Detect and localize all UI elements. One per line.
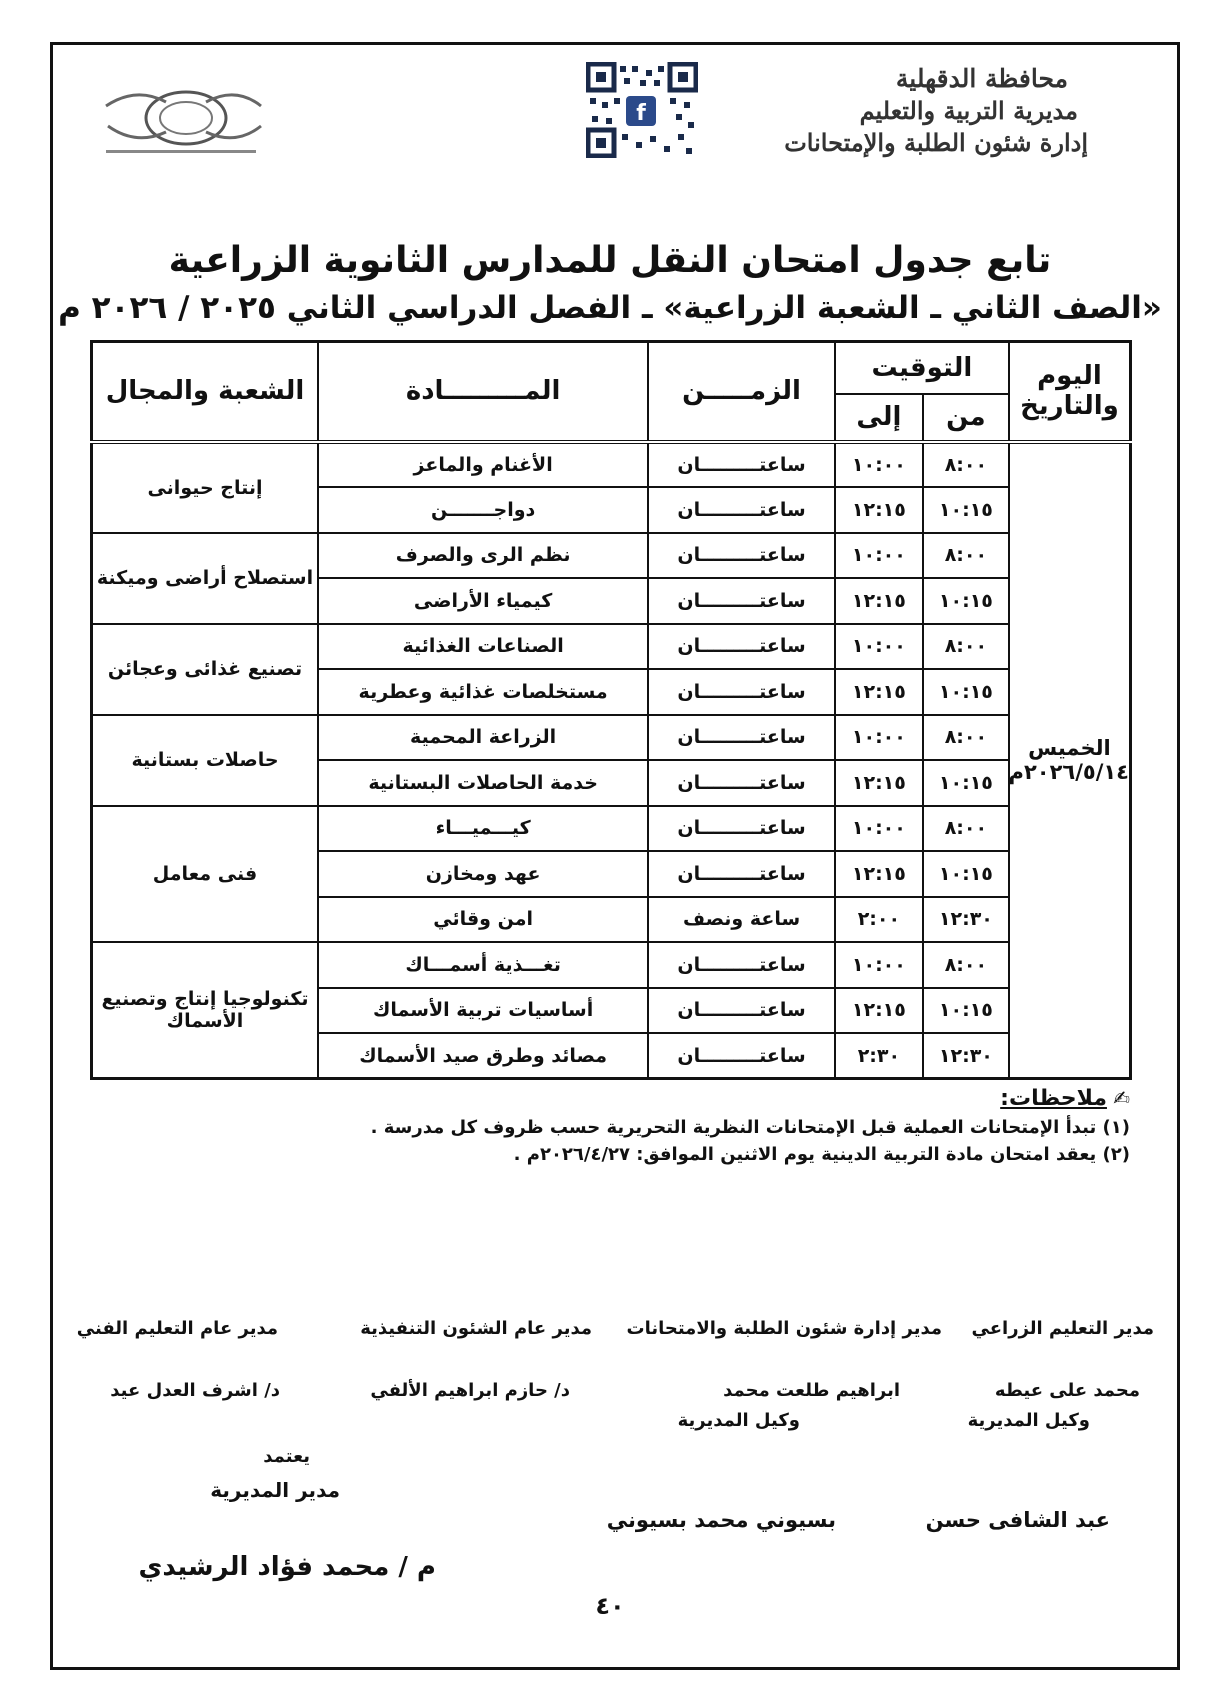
signature-title: مدير عام الشئون التنفيذية	[360, 1318, 592, 1339]
facebook-icon	[626, 96, 656, 126]
to-time: ١٢:١٥	[835, 851, 923, 897]
signature-name: عبد الشافى حسن	[925, 1508, 1110, 1532]
note-item: (٢) يعقد امتحان مادة التربية الدينية يوم الاثنين الموافق: ٢٠٢٦/٤/٢٧م .	[513, 1144, 1130, 1165]
from-time: ٨:٠٠	[923, 942, 1009, 988]
branch: تكنولوجيا إنتاج وتصنيع الأسماك	[92, 942, 319, 1079]
notes-section	[90, 1086, 1130, 1165]
to-time: ٢:٠٠	[835, 897, 923, 943]
signature-role: وكيل المديرية	[677, 1410, 800, 1431]
from-time: ١٠:١٥	[923, 760, 1009, 806]
duration: ساعتـــــــــان	[648, 487, 835, 533]
svg-text:f: f	[636, 101, 646, 126]
branch: حاصلات بستانية	[92, 715, 319, 806]
duration: ساعتـــــــــان	[648, 533, 835, 579]
duration: ساعتـــــــــان	[648, 1033, 835, 1079]
header-subject: المـــــــــادة	[318, 342, 648, 442]
subject: امن وقائي	[318, 897, 648, 943]
header-duration: الزمـــــن	[648, 342, 835, 442]
to-time: ١٢:١٥	[835, 578, 923, 624]
subject: مصائد وطرق صيد الأسماك	[318, 1033, 648, 1079]
subject: الزراعة المحمية	[318, 715, 648, 761]
ministry-logo-icon	[96, 66, 266, 166]
from-time: ١٠:١٥	[923, 487, 1009, 533]
signature-name: ابراهيم طلعت محمد	[723, 1380, 900, 1401]
header-day-date: اليوم والتاريخ	[1009, 342, 1131, 442]
subject: أساسيات تربية الأسماك	[318, 988, 648, 1034]
header-timing: التوقيت	[835, 342, 1009, 394]
from-time: ٨:٠٠	[923, 442, 1009, 488]
subject: خدمة الحاصلات البستانية	[318, 760, 648, 806]
director-name: م / محمد فؤاد الرشيدي	[138, 1552, 436, 1582]
signature-title: مدير إدارة شئون الطلبة والامتحانات	[626, 1318, 942, 1339]
exam-date: ٢٠٢٦/٥/١٤م	[1008, 760, 1129, 785]
table-row	[92, 442, 1131, 488]
to-time: ١٢:١٥	[835, 487, 923, 533]
to-time: ١٢:١٥	[835, 669, 923, 715]
subject: مستخلصات غذائية وعطرية	[318, 669, 648, 715]
subject: دواجـــــــن	[318, 487, 648, 533]
subject: الأغنام والماعز	[318, 442, 648, 488]
to-time: ١٢:١٥	[835, 760, 923, 806]
from-time: ٨:٠٠	[923, 806, 1009, 852]
table-row	[92, 624, 1131, 670]
from-time: ٨:٠٠	[923, 715, 1009, 761]
from-time: ١٢:٣٠	[923, 897, 1009, 943]
table-row	[92, 533, 1131, 579]
notes-title: ملاحظات:	[1000, 1086, 1107, 1111]
duration: ساعتـــــــــان	[648, 669, 835, 715]
header-branch: الشعبة والمجال	[92, 342, 319, 442]
table-row	[92, 942, 1131, 988]
branch: فنى معامل	[92, 806, 319, 943]
to-time: ١٠:٠٠	[835, 533, 923, 579]
subject: كيمياء الأراضى	[318, 578, 648, 624]
pen-icon: ✍	[1113, 1086, 1130, 1110]
to-time: ١٠:٠٠	[835, 442, 923, 488]
to-time: ١٠:٠٠	[835, 715, 923, 761]
from-time: ١٠:١٥	[923, 988, 1009, 1034]
from-time: ١٠:١٥	[923, 851, 1009, 897]
subject: تغـــذية أسمـــاك	[318, 942, 648, 988]
approve-label: يعتمد	[263, 1446, 310, 1467]
duration: ساعتـــــــــان	[648, 988, 835, 1034]
signature-name: د/ اشرف العدل عيد	[110, 1380, 280, 1401]
signature-name: د/ حازم ابراهيم الألفي	[370, 1380, 570, 1401]
to-time: ٢:٣٠	[835, 1033, 923, 1079]
branch: استصلاح أراضى وميكنة	[92, 533, 319, 624]
duration: ساعة ونصف	[648, 897, 835, 943]
to-time: ١٠:٠٠	[835, 624, 923, 670]
duration: ساعتـــــــــان	[648, 578, 835, 624]
from-time: ٨:٠٠	[923, 533, 1009, 579]
duration: ساعتـــــــــان	[648, 806, 835, 852]
from-time: ١٢:٣٠	[923, 1033, 1009, 1079]
duration: ساعتـــــــــان	[648, 442, 835, 488]
subject: كيـــميـــاء	[318, 806, 648, 852]
governorate-name: محافظة الدقهلية	[895, 64, 1068, 93]
page-number: ٤٠	[595, 1592, 625, 1620]
duration: ساعتـــــــــان	[648, 715, 835, 761]
signature-role: وكيل المديرية	[967, 1410, 1090, 1431]
department-name: إدارة شئون الطلبة والإمتحانات	[784, 128, 1088, 157]
header-from: من	[923, 394, 1009, 442]
header-to: إلى	[835, 394, 923, 442]
day-date-cell	[1009, 442, 1131, 1079]
to-time: ١٢:١٥	[835, 988, 923, 1034]
duration: ساعتـــــــــان	[648, 760, 835, 806]
duration: ساعتـــــــــان	[648, 942, 835, 988]
branch: تصنيع غذائى وعجائن	[92, 624, 319, 715]
table-row	[92, 715, 1131, 761]
directorate-name: مديرية التربية والتعليم	[859, 96, 1078, 125]
subject: الصناعات الغذائية	[318, 624, 648, 670]
exam-schedule-table	[90, 340, 1132, 1080]
signature-title: مدير التعليم الزراعي	[971, 1318, 1154, 1339]
from-time: ١٠:١٥	[923, 669, 1009, 715]
from-time: ١٠:١٥	[923, 578, 1009, 624]
note-item: (١) تبدأ الإمتحانات العملية قبل الإمتحانات النظرية التحريرية حسب ظروف كل مدرسة .	[370, 1117, 1130, 1138]
signature-name: محمد على عيطه	[994, 1380, 1140, 1401]
from-time: ٨:٠٠	[923, 624, 1009, 670]
subject: عهد ومخازن	[318, 851, 648, 897]
signature-name: بسيوني محمد بسيوني	[606, 1508, 836, 1532]
director-title: مدير المديرية	[210, 1478, 340, 1502]
to-time: ١٠:٠٠	[835, 942, 923, 988]
signature-title: مدير عام التعليم الفني	[76, 1318, 278, 1339]
subject: نظم الرى والصرف	[318, 533, 648, 579]
duration: ساعتـــــــــان	[648, 624, 835, 670]
schedule-title: تابع جدول امتحان النقل للمدارس الثانوية الزراعية	[168, 240, 1052, 281]
branch: إنتاج حيوانى	[92, 442, 319, 533]
exam-day: الخميس	[1028, 736, 1111, 761]
duration: ساعتـــــــــان	[648, 851, 835, 897]
schedule-subtitle: «الصف الثاني ـ الشعبة الزراعية» ـ الفصل الدراسي الثاني ٢٠٢٥ / ٢٠٢٦ م	[58, 290, 1162, 326]
table-row	[92, 806, 1131, 852]
to-time: ١٠:٠٠	[835, 806, 923, 852]
